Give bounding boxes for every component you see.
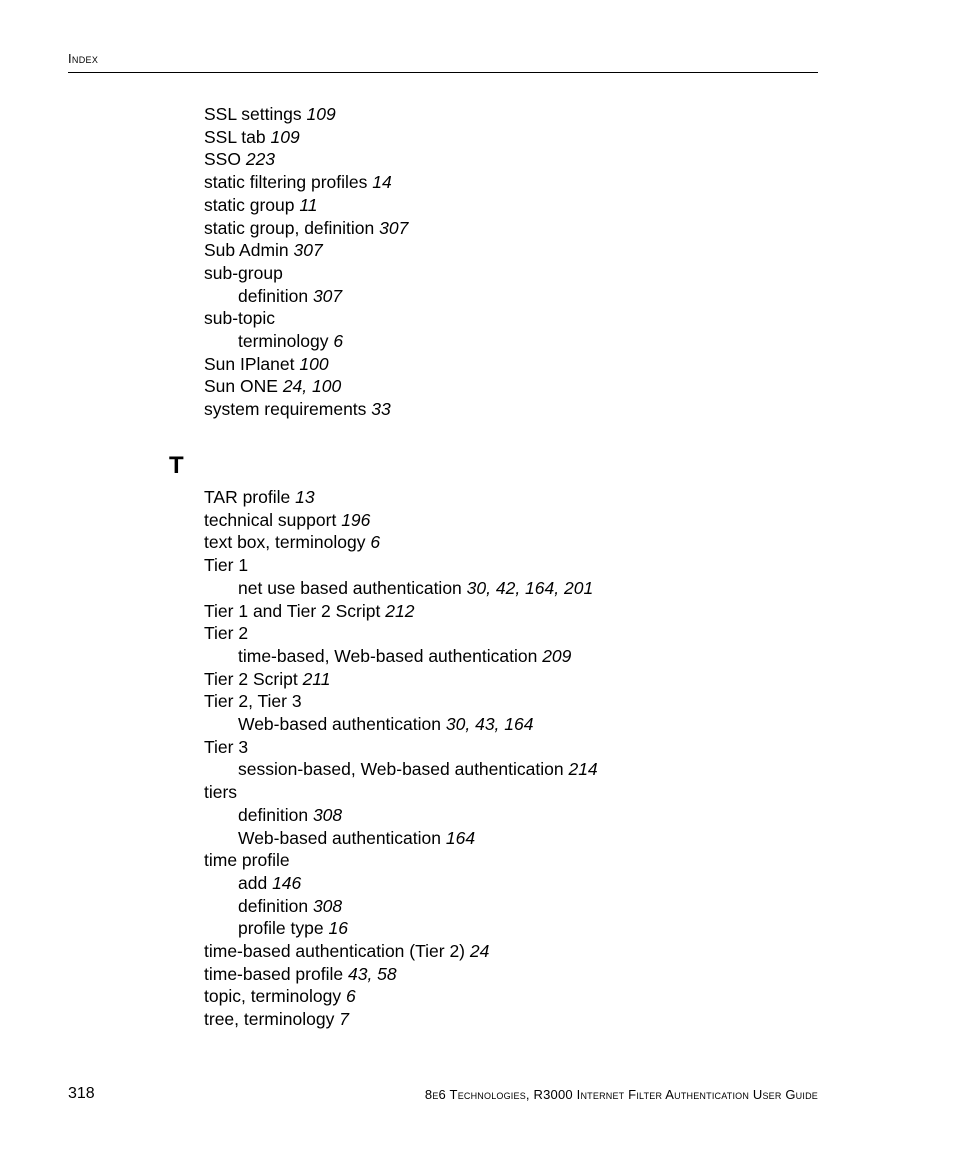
- index-entry: [204, 103, 844, 126]
- index-entry: [204, 554, 844, 577]
- index-entry: [204, 713, 844, 736]
- index-term: Sub Admin: [204, 240, 289, 261]
- index-entry: [204, 330, 844, 353]
- index-entry: [204, 758, 844, 781]
- index-term: tiers: [204, 782, 238, 803]
- index-term: Web-based authentication: [238, 827, 442, 848]
- index-entry: [204, 194, 844, 217]
- page-ref[interactable]: 212: [385, 600, 415, 621]
- index-term: time profile: [204, 850, 290, 871]
- index-entry: [204, 148, 844, 171]
- index-entry: [204, 217, 844, 240]
- index-entry: [204, 600, 844, 623]
- index-entry: [204, 171, 844, 194]
- index-term: static group: [204, 194, 295, 215]
- page-ref[interactable]: 33: [371, 399, 391, 420]
- index-entry: [204, 645, 844, 668]
- page-ref[interactable]: 24: [469, 941, 490, 962]
- header-rule: [68, 72, 818, 73]
- index-entry: [204, 690, 844, 713]
- index-entry: [204, 963, 844, 986]
- page-ref[interactable]: 11: [299, 194, 318, 215]
- page-ref[interactable]: 100: [299, 353, 329, 374]
- index-entry: [204, 577, 844, 600]
- page-ref[interactable]: 308: [312, 804, 343, 825]
- page-ref[interactable]: 43, 58: [347, 963, 397, 984]
- index-entry: [204, 895, 844, 918]
- index-term: Tier 2 Script: [204, 668, 298, 689]
- section-letter: T: [169, 452, 184, 479]
- index-term: Sun IPlanet: [204, 353, 295, 374]
- index-entry: [204, 872, 844, 895]
- index-term: time-based, Web-based authentication: [238, 645, 538, 666]
- index-term: Sun ONE: [204, 376, 278, 397]
- index-term: add: [238, 872, 268, 893]
- page-ref[interactable]: 196: [341, 509, 371, 530]
- page-number: 318: [68, 1085, 95, 1102]
- index-term: static group, definition: [204, 217, 375, 238]
- page-ref[interactable]: 307: [293, 240, 323, 261]
- index-term: definition: [238, 285, 309, 306]
- index-entry: [204, 239, 844, 262]
- index-term: definition: [238, 895, 309, 916]
- page-ref[interactable]: 211: [302, 668, 331, 689]
- index-entry: [204, 781, 844, 804]
- index-term: Tier 3: [204, 736, 249, 757]
- index-term: SSL tab: [204, 126, 266, 147]
- index-entry: [204, 285, 844, 308]
- index-term: profile type: [238, 918, 324, 939]
- book-title: 8e6 Technologies, R3000 Internet Filter Authentication User Guide: [424, 1087, 818, 1102]
- index-term: Tier 2: [204, 623, 249, 644]
- page-ref[interactable]: 164: [445, 827, 476, 848]
- index-entry: [204, 509, 844, 532]
- index-term: net use based authentication: [238, 577, 462, 598]
- index-term: technical support: [204, 509, 337, 530]
- index-entry: [204, 353, 844, 376]
- index-term: Tier 2, Tier 3: [204, 691, 302, 712]
- page-ref[interactable]: 24, 100: [282, 376, 342, 397]
- index-list-s: [204, 103, 844, 421]
- index-term: SSL settings: [204, 104, 302, 124]
- page-ref[interactable]: 109: [306, 104, 336, 124]
- index-entry: [204, 940, 844, 963]
- page-ref[interactable]: 223: [245, 149, 276, 170]
- index-term: sub-group: [204, 262, 283, 283]
- page-ref[interactable]: 7: [339, 1009, 349, 1030]
- index-entry: [204, 917, 844, 940]
- index-entry: [204, 1008, 844, 1031]
- index-term: tree, terminology: [204, 1009, 335, 1030]
- index-entry: [204, 486, 844, 509]
- page-ref[interactable]: 109: [270, 126, 300, 147]
- index-term: terminology: [238, 331, 329, 352]
- index-term: TAR profile: [204, 487, 291, 507]
- page-ref[interactable]: 209: [542, 645, 572, 666]
- index-term: time-based authentication (Tier 2): [204, 941, 466, 962]
- page-ref[interactable]: 30, 43, 164: [445, 714, 534, 735]
- index-term: static filtering profiles: [204, 172, 368, 193]
- index-term: Tier 1 and Tier 2 Script: [204, 600, 381, 621]
- index-term: text box, terminology: [204, 532, 366, 553]
- index-term: session-based, Web-based authentication: [238, 759, 564, 780]
- page-ref[interactable]: 16: [328, 918, 348, 939]
- index-term: SSO: [204, 149, 241, 170]
- index-entry: [204, 804, 844, 827]
- index-term: sub-topic: [204, 308, 276, 329]
- index-entry: [204, 849, 844, 872]
- page-ref[interactable]: 30, 42, 164, 201: [466, 577, 594, 598]
- page-ref[interactable]: 214: [568, 759, 598, 780]
- index-term: time-based profile: [204, 963, 344, 984]
- page-ref[interactable]: 14: [372, 172, 392, 193]
- index-term: definition: [238, 804, 309, 825]
- index-entry: [204, 531, 844, 554]
- page-ref[interactable]: 146: [272, 872, 302, 893]
- index-entry: [204, 736, 844, 759]
- index-entry: [204, 398, 844, 421]
- index-entry: [204, 985, 844, 1008]
- running-header: Index: [68, 51, 99, 66]
- index-entry: [204, 126, 844, 149]
- index-term: Tier 1: [204, 555, 249, 576]
- index-entry: [204, 622, 844, 645]
- index-entry: [204, 375, 844, 398]
- page-ref[interactable]: 307: [312, 285, 343, 306]
- page-ref[interactable]: 6: [346, 986, 356, 1007]
- page-ref[interactable]: 13: [295, 487, 315, 507]
- index-term: Web-based authentication: [238, 714, 442, 735]
- index-entry: [204, 668, 844, 691]
- page-ref[interactable]: 6: [333, 331, 344, 352]
- index-list-t: [204, 486, 844, 1031]
- page-ref[interactable]: 6: [370, 532, 381, 553]
- index-term: system requirements: [204, 399, 367, 420]
- page-ref[interactable]: 307: [379, 217, 409, 238]
- index-entry: [204, 827, 844, 850]
- index-entry: [204, 262, 844, 285]
- page-ref[interactable]: 308: [312, 895, 343, 916]
- index-entry: [204, 307, 844, 330]
- index-term: topic, terminology: [204, 986, 342, 1007]
